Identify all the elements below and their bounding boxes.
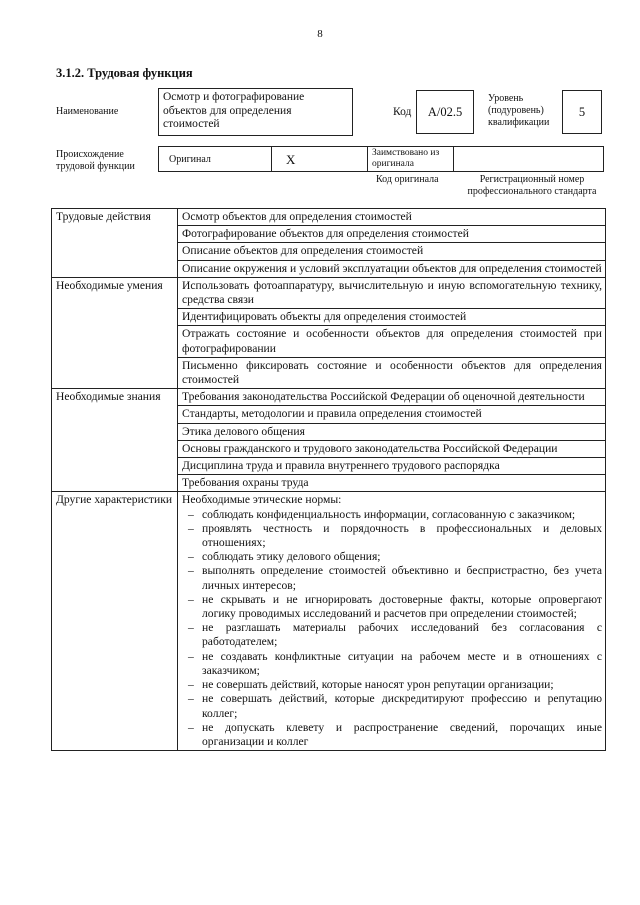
list-item: [182, 721, 602, 749]
ethical-norms-list: [182, 508, 602, 749]
knowledge-label: Необходимые знания: [52, 389, 178, 492]
labor-action-item: Осмотр объектов для определения стоимостей: [178, 209, 606, 226]
list-item: [182, 508, 602, 522]
skill-item: Идентифицировать объекты для определения стоимостей: [178, 309, 606, 326]
table-row: [52, 209, 606, 226]
knowledge-item: Требования законодательства Российской Федерации об оценочной деятельности: [178, 389, 606, 406]
reg-number-cell: [454, 147, 603, 171]
norm-text: не создавать конфликтные ситуации на рабочем месте и в отношениях с заказчиком;: [202, 649, 602, 677]
ethical-norms-heading: Необходимые этические нормы:: [182, 493, 342, 507]
function-name-box: Осмотр и фотографирование объектов для определения стоимостей: [158, 88, 353, 136]
knowledge-item: Этика делового общения: [178, 423, 606, 440]
labor-actions-label: Трудовые действия: [52, 209, 178, 278]
dash-bullet: –: [188, 564, 194, 578]
other-characteristics-label: Другие характеристики: [52, 492, 178, 751]
knowledge-item: Требования охраны труда: [178, 475, 606, 492]
dash-bullet: –: [188, 692, 194, 706]
skills-label: Необходимые умения: [52, 277, 178, 388]
norm-text: не допускать клевету и распространение сведений, порочащих иные организации и коллег: [202, 720, 602, 748]
dash-bullet: –: [188, 592, 194, 606]
borrowed-cell: [368, 147, 454, 171]
list-item: [182, 564, 602, 592]
norm-text: не совершать действий, которые дискредитируют профессию и репутацию коллег;: [202, 692, 602, 720]
list-item: [182, 650, 602, 678]
dash-bullet: –: [188, 550, 194, 564]
original-label: Оригинал: [169, 154, 211, 165]
skill-item: Использовать фотоаппаратуру, вычислительную и иную вспомогательную технику, средства связи: [178, 277, 606, 308]
qualification-level-label: Уровень (подуровень) квалификации: [488, 93, 550, 128]
qualification-level-box: 5: [562, 90, 602, 134]
reg-number-label: Регистрационный номер профессионального стандарта: [467, 174, 597, 197]
knowledge-item: Стандарты, методологии и правила определения стоимостей: [178, 406, 606, 423]
table-row: [52, 277, 606, 308]
list-item: [182, 621, 602, 649]
list-item: [182, 692, 602, 720]
original-cell: [159, 147, 272, 171]
norm-text: соблюдать этику делового общения;: [202, 550, 381, 564]
norm-text: проявлять честность и порядочность в профессиональных и деловых отношениях;: [202, 521, 602, 550]
dash-bullet: –: [188, 678, 194, 692]
function-details-table: [51, 208, 606, 751]
dash-bullet: –: [188, 521, 194, 535]
norm-text: не скрывать и не игнорировать достоверные факты, которые опровергают логику проводимых исследований и расчетов при определении стоимостей;: [202, 592, 602, 621]
ethical-norms-cell: [178, 492, 606, 751]
original-mark-cell: [272, 147, 368, 171]
borrowed-label: Заимствовано из оригинала: [372, 148, 440, 169]
code-label: Код: [393, 106, 412, 118]
code-original-label: Код оригинала: [376, 174, 439, 185]
skill-item: Письменно фиксировать состояние и особенности объектов для определения стоимостей: [178, 357, 606, 388]
dash-bullet: –: [188, 720, 194, 734]
dash-bullet: –: [188, 621, 194, 635]
table-row: [52, 492, 606, 751]
list-item: [182, 593, 602, 621]
section-title: 3.1.2. Трудовая функция: [56, 66, 193, 80]
origin-row: [158, 146, 604, 172]
labor-action-item: Фотографирование объектов для определения стоимостей: [178, 226, 606, 243]
norm-text: соблюдать конфиденциальность информации, согласованную с заказчиком;: [202, 507, 576, 521]
knowledge-item: Дисциплина труда и правила внутреннего трудового распорядка: [178, 458, 606, 475]
norm-text: не совершать действий, которые наносят урон репутации организации;: [202, 678, 554, 692]
labor-action-item: Описание объектов для определения стоимостей: [178, 243, 606, 260]
list-item: [182, 678, 602, 692]
dash-bullet: –: [188, 507, 194, 521]
page-number: 8: [317, 28, 323, 40]
dash-bullet: –: [188, 649, 194, 663]
labor-action-item: Описание окружения и условий эксплуатации объектов для определения стоимостей: [178, 260, 606, 277]
code-value-box: A/02.5: [416, 90, 474, 134]
list-item: [182, 550, 602, 564]
skill-item: Отражать состояние и особенности объектов для определения стоимостей при фотографировании: [178, 326, 606, 357]
name-label: Наименование: [56, 106, 119, 117]
original-mark: X: [286, 152, 296, 167]
knowledge-item: Основы гражданского и трудового законодательства Российской Федерации: [178, 440, 606, 457]
list-item: [182, 522, 602, 550]
table-row: [52, 389, 606, 406]
norm-text: выполнять определение стоимостей объективно и беспристрастно, без учета личных интересов;: [202, 564, 602, 592]
origin-label: Происхождение трудовой функции: [56, 149, 135, 172]
norm-text: не разглашать материалы рабочих исследований без согласования с работодателем;: [202, 621, 602, 649]
